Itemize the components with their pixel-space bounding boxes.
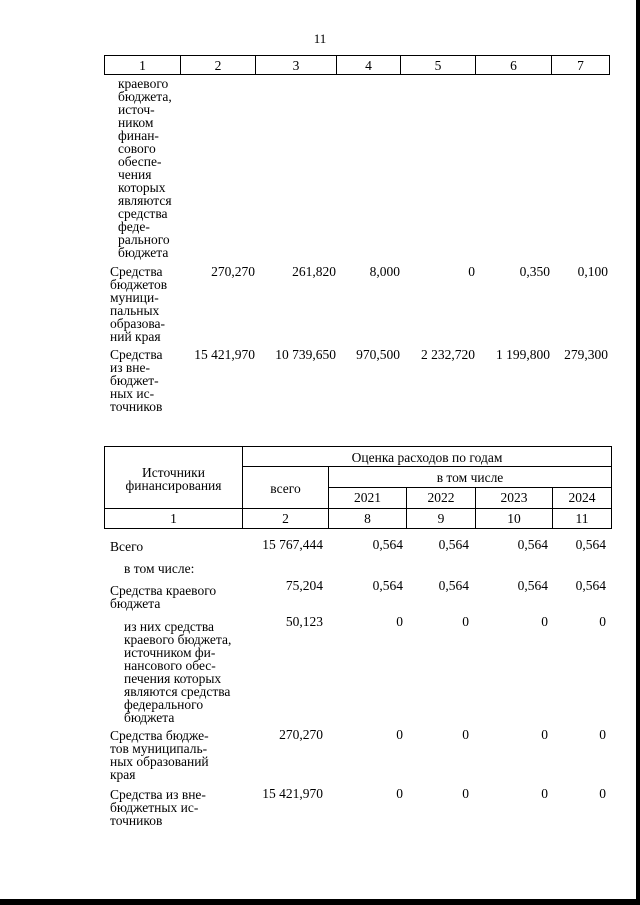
table2-cell: 0,564 [372, 578, 403, 593]
table1-row-label: Средства из вне- бюджет- ных ис- точников [110, 347, 163, 414]
page-border-bottom [0, 899, 640, 905]
table2-year-header: 2024 [568, 490, 596, 505]
table2-cell: 0,564 [438, 537, 469, 552]
table2-col-number: 9 [437, 511, 445, 526]
table2-cell: 15 421,970 [262, 786, 323, 801]
table2-cell: 0,564 [438, 578, 469, 593]
table2-cell: 50,123 [285, 614, 323, 629]
table2-cell: 0 [541, 727, 548, 742]
table2-col-number: 11 [575, 511, 589, 526]
table1-cell: 970,500 [356, 347, 400, 362]
table1-cell: 270,270 [211, 264, 255, 279]
table2-cell: 0,564 [517, 537, 548, 552]
table1-col-header: 2 [214, 58, 222, 73]
table1-cell: 8,000 [369, 264, 400, 279]
page-border-right [636, 0, 640, 905]
table1-continued-label: краевого бюджета, источ- ником финан- сового обеспе- чения которых являются средства феде- рального бюджета [118, 76, 172, 260]
table2-row-label: Всего [110, 539, 144, 554]
table1-cell: 10 739,650 [275, 347, 336, 362]
table1-cell: 0 [468, 264, 475, 279]
table2-row-label: Средства из вне- бюджетных ис- точников [110, 787, 206, 828]
table2-including-header: в том числе [436, 470, 504, 485]
table2-estimate-underline [242, 466, 612, 467]
table2-cell: 0 [599, 614, 606, 629]
table2-cell: 0,564 [517, 578, 548, 593]
table1-row-label: Средства бюджетов муници- пальных образова- ний края [110, 264, 168, 344]
table1-cell: 1 199,800 [496, 347, 550, 362]
table2-cell: 0 [396, 614, 403, 629]
table1-col-header: 1 [139, 58, 146, 73]
table1-cell: 15 421,970 [194, 347, 255, 362]
table2-col-number: 10 [507, 511, 521, 526]
table2-col-number: 8 [364, 511, 371, 526]
table1-col-header: 7 [577, 58, 584, 73]
table2-cell: 0 [599, 727, 606, 742]
table2-cell: 15 767,444 [262, 537, 323, 552]
table2-row-label: Средства краевого бюджета [110, 583, 217, 611]
table2-header-bottom-line [104, 508, 612, 509]
table2-cell: 0,564 [575, 578, 606, 593]
table1-cell: 261,820 [292, 264, 336, 279]
table2-cell: 0,564 [575, 537, 606, 552]
table1-col-header: 5 [434, 58, 442, 73]
table2-row-label: из них средства краевого бюджета, источником фи- нансового обес- печения которых являются средства федерального бюджета [124, 619, 232, 725]
table2-including-underline [328, 487, 612, 488]
table1-col-header: 6 [510, 58, 517, 73]
table2-cell: 0 [396, 786, 403, 801]
table2-cell: 0,564 [372, 537, 403, 552]
table2-year-header: 2021 [354, 490, 381, 505]
table1-cell: 2 232,720 [421, 347, 475, 362]
table2-top-line [104, 446, 612, 447]
table2-sources-header: Источники финансирования [125, 465, 222, 493]
table2-cell: 0 [599, 786, 606, 801]
table2-col-number: 2 [282, 511, 289, 526]
table2-cell: 0 [462, 614, 469, 629]
table2-col-number: 1 [170, 511, 177, 526]
table2-cell: 0 [462, 786, 469, 801]
table2-estimate-header: Оценка расходов по годам [351, 450, 503, 465]
table2-cell: 0 [541, 786, 548, 801]
table2-number-row-bottom-line [104, 528, 612, 529]
table1-header-divider [609, 55, 610, 75]
table2-cell: 270,270 [279, 727, 323, 742]
table2-cell: 0 [462, 727, 469, 742]
table2-row-label: в том числе: [124, 561, 195, 576]
table2-divider [611, 446, 612, 529]
page-number: 11 [313, 31, 327, 46]
table1-cell: 0,350 [519, 264, 550, 279]
table1-col-header: 4 [365, 58, 372, 73]
table2-cell: 75,204 [285, 578, 323, 593]
table2-year-header: 2023 [500, 490, 528, 505]
table1-cell: 279,300 [564, 347, 608, 362]
table2-cell: 0 [396, 727, 403, 742]
table2-total-header: всего [270, 481, 301, 496]
table2-row-label: Средства бюдже- тов муниципаль- ных образований края [110, 728, 209, 782]
table2-year-header: 2022 [427, 490, 455, 505]
table1-cell: 0,100 [577, 264, 608, 279]
table2-cell: 0 [541, 614, 548, 629]
table1-col-header: 3 [292, 58, 300, 73]
